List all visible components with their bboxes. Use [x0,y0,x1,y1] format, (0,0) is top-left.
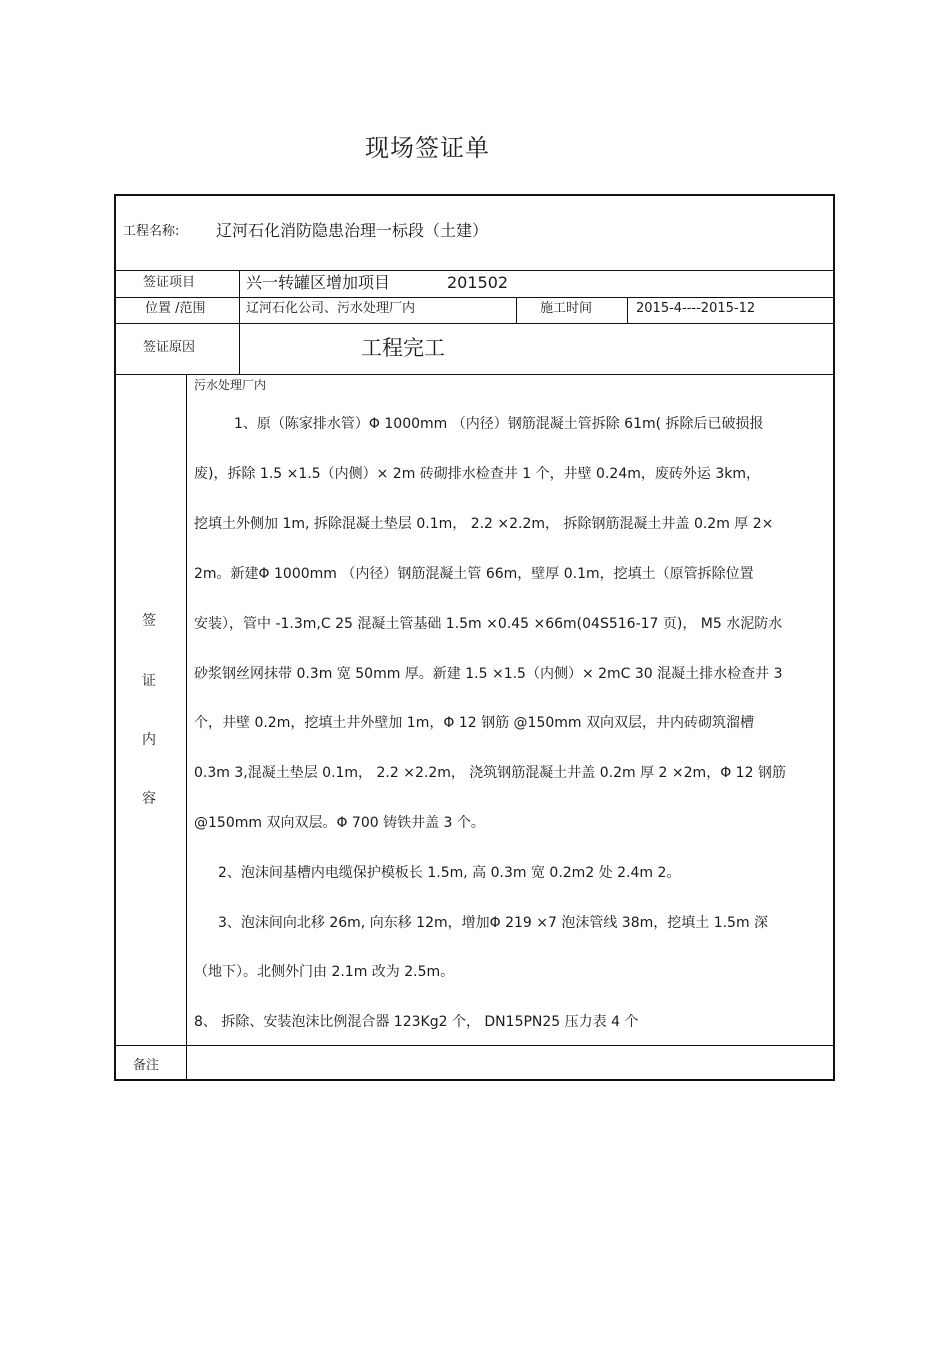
visa-item-label: 签证项目 [143,275,196,290]
content-line: 8、 拆除、安装泡沫比例混合器 123Kg2 个， DN15PN25 压力表 4 个 [194,1014,639,1030]
remarks-label: 备注 [133,1058,160,1073]
visa-item-value: 兴一转罐区增加项目 [246,273,391,292]
visa-form-table [114,194,835,1081]
content-line: @150mm 双向双层。Φ 700 铸铁井盖 3 个。 [194,815,485,831]
visa-content-label-char: 容 [142,791,156,807]
content-line: 2、泡沫间基槽内电缆保护模板长 1.5m, 高 0.3m 宽 0.2m2 处 2.4m 2。 [218,865,681,881]
content-line: 安装），管中 -1.3m,C 25 混凝土管基础 1.5m ×0.45 ×66m(04S516-17 页)， M5 水泥防水 [194,616,783,632]
project-name-label: 工程名称: [123,224,180,239]
construction-time-label: 施工时间 [540,301,593,316]
content-line: 3、泡沫间向北移 26m, 向东移 12m，增加Φ 219 ×7 泡沫管线 38m，挖填土 1.5m 深 [218,915,769,931]
content-line: 1、原（陈家排水管）Φ 1000mm （内径）钢筋混凝土管拆除 61m( 拆除后已破损报 [234,416,764,432]
visa-reason-value: 工程完工 [361,336,445,360]
column-divider [516,297,517,324]
location-label: 位置 /范围 [145,301,206,316]
visa-reason-label: 签证原因 [143,340,196,355]
content-line: （地下）。北侧外门由 2.1m 改为 2.5m。 [194,964,455,980]
column-divider [627,297,628,324]
column-divider [239,270,240,375]
visa-content-label-char: 签 [142,613,156,629]
row-divider [114,1045,835,1046]
content-line: 挖填土外侧加 1m, 拆除混凝土垫层 0.1m， 2.2 ×2.2m， 拆除钢筋混凝土井盖 0.2m 厚 2× [194,516,774,532]
content-line: 废)，拆除 1.5 ×1.5（内侧）× 2m 砖砌排水检查井 1 个，井壁 0.24m，废砖外运 3km， [194,466,760,482]
content-line: 2m。新建Φ 1000mm （内径）钢筋混凝土管 66m，壁厚 0.1m，挖填土（原管拆除位置 [194,566,754,582]
content-line: 0.3m 3,混凝土垫层 0.1m， 2.2 ×2.2m， 浇筑钢筋混凝土井盖 0.2m 厚 2 ×2m，Φ 12 钢筋 [194,765,786,781]
project-name-value: 辽河石化消防隐患治理一标段（土建） [216,221,489,240]
content-line: 个，井壁 0.2m，挖填土井外壁加 1m，Φ 12 钢筋 @150mm 双向双层，井内砖砌筑溜槽 [194,715,754,731]
page-title: 现场签证单 [365,134,490,162]
row-divider [114,323,835,324]
content-location-note: 污水处理厂内 [194,378,267,392]
visa-content-label-char: 内 [142,732,156,748]
visa-item-code: 201502 [447,273,509,292]
row-divider [114,297,835,298]
row-divider [114,270,835,271]
visa-content-label-char: 证 [142,673,156,689]
location-value: 辽河石化公司、污水处理厂内 [246,301,416,316]
construction-time-value: 2015-4----2015-12 [636,301,756,316]
column-divider [186,374,187,1081]
content-line: 砂浆钢丝网抹带 0.3m 宽 50mm 厚。新建 1.5 ×1.5（内侧）× 2mC 30 混凝土排水检查井 3 [194,666,783,682]
